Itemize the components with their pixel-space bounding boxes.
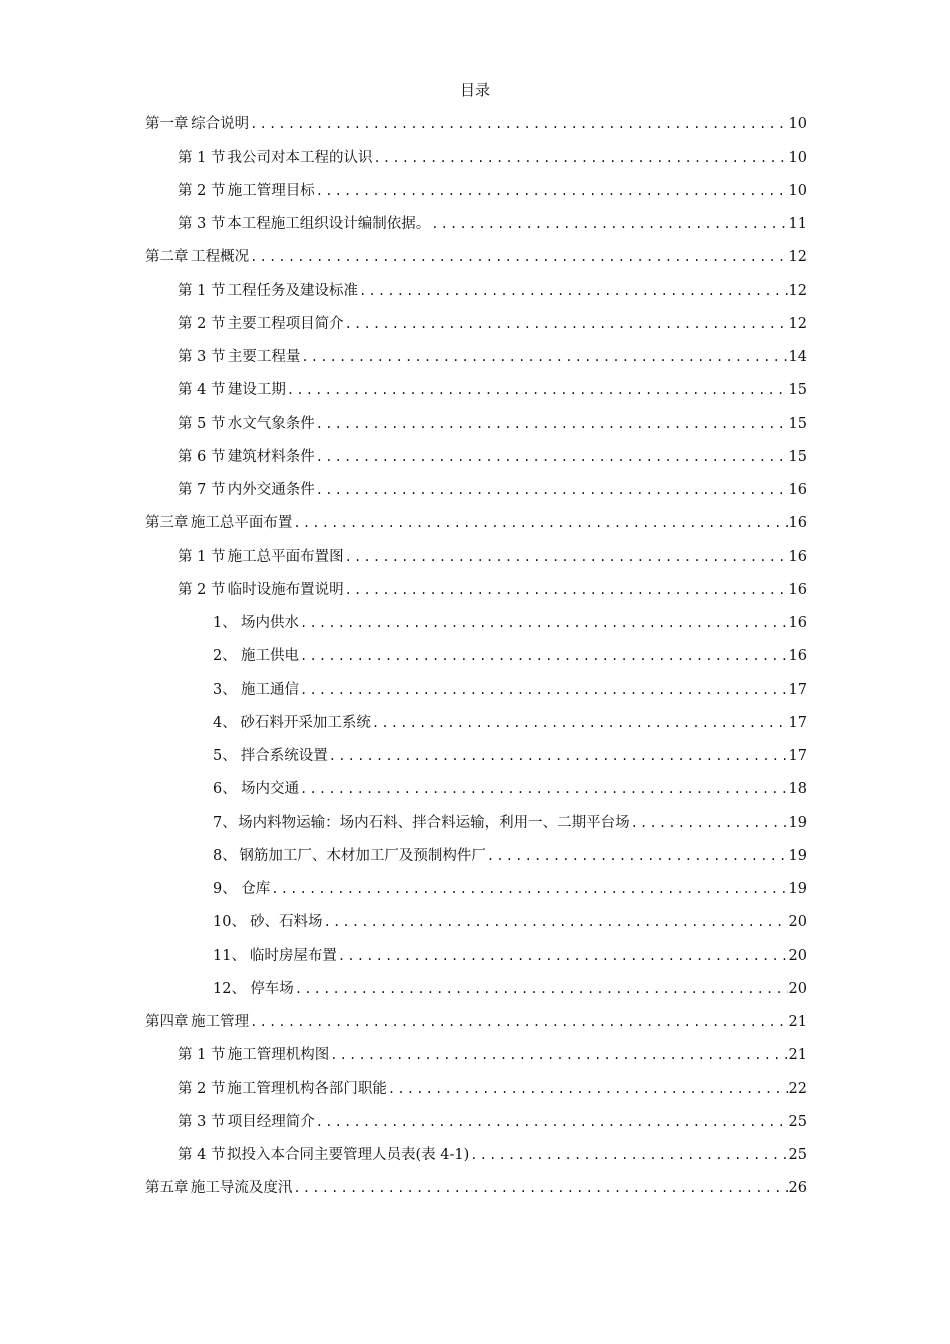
dot-leader [338,947,788,965]
toc-entry-number: 6、 [213,781,237,798]
toc-entry-label: 我公司对本工程的认识 [227,149,373,166]
toc-entry-page-number: 16 [788,581,807,598]
toc-entry-number: 4、 [213,714,237,731]
dot-leader [293,514,787,532]
toc-section-entry[interactable] [145,200,807,233]
toc-entry-label: 本工程施工组织设计编制依据。 [227,216,431,232]
toc-entry-label: 拌合系统设置 [240,748,328,764]
toc-section-entry[interactable] [145,466,807,499]
toc-entry-page-number: 15 [788,382,807,399]
toc-entry-label: 拟投入本合同主要管理人员表(表 4-1) [227,1147,470,1163]
toc-entry-page-number: 10 [788,182,807,199]
toc-entry-label: 场内料物运输：场内石料、拌合料运输，利用一、二期平台场 [238,814,630,831]
toc-entry-label: 内外交通条件 [227,482,315,498]
toc-entry-page-number: 20 [788,914,807,931]
toc-subsection-entry[interactable] [145,865,807,898]
dot-leader [301,348,787,366]
toc-entry-page-number: 10 [788,116,807,133]
dot-leader [388,1080,788,1098]
toc-entry-page-number: 22 [788,1080,807,1097]
toc-subsection-entry[interactable] [145,599,807,632]
toc-entry-number: 第 3 节 [178,349,226,365]
toc-subsection-entry[interactable] [145,632,807,665]
dot-leader [295,980,788,998]
toc-entry-page-number: 15 [788,415,807,432]
toc-entry-number: 3、 [213,681,237,698]
toc-entry-number: 12、 [213,980,246,997]
toc-section-entry[interactable] [145,333,807,366]
toc-entry-number: 第 7 节 [178,482,226,498]
toc-subsection-entry[interactable] [145,765,807,798]
toc-subsection-entry[interactable] [145,931,807,964]
toc-entry-number: 第二章 [145,249,189,266]
dot-leader [324,913,788,931]
toc-entry-label: 施工管理目标 [227,182,315,199]
toc-chapter-entry[interactable] [145,998,807,1031]
dot-leader [345,548,788,566]
toc-section-entry[interactable] [145,1131,807,1164]
dot-leader [431,215,787,233]
dot-leader [300,780,788,798]
toc-entry-label: 主要工程项目简介 [227,315,344,332]
toc-section-entry[interactable] [145,167,807,200]
toc-entry-number: 8、 [213,847,237,864]
toc-entry-number: 第四章 [145,1014,189,1030]
toc-entry-label: 场内供水 [241,615,300,631]
toc-entry-page-number: 19 [788,881,807,897]
dot-leader [287,381,788,399]
dot-leader [300,647,788,665]
toc-section-entry[interactable] [145,532,807,565]
toc-subsection-entry[interactable] [145,699,807,732]
dot-leader [300,681,788,699]
dot-leader [250,248,787,266]
dot-leader [316,415,788,433]
toc-entry-page-number: 16 [788,615,807,631]
toc-entry-page-number: 12 [788,282,807,299]
dot-leader [329,747,788,765]
dot-leader [487,847,788,865]
toc-subsection-entry[interactable] [145,665,807,698]
toc-entry-page-number: 16 [788,548,807,565]
toc-entry-label: 场内交通 [241,781,300,798]
dot-leader [316,182,788,200]
toc-section-entry[interactable] [145,399,807,432]
toc-entry-page-number: 20 [788,980,807,997]
toc-entry-label: 施工总平面布置图 [227,548,344,565]
dot-leader [359,282,787,300]
toc-entry-label: 建筑材料条件 [227,448,315,465]
toc-entry-number: 第 1 节 [178,1047,226,1064]
toc-entry-label: 砂石料开采加工系统 [240,714,371,731]
dot-leader [300,614,788,632]
toc-entry-page-number: 15 [788,448,807,465]
toc-entry-page-number: 14 [788,349,807,365]
toc-entry-page-number: 12 [788,249,807,266]
toc-entry-number: 第 5 节 [178,415,226,432]
dot-leader [271,880,787,898]
toc-entry-number: 第 2 节 [178,1080,226,1097]
toc-entry-label: 施工供电 [241,648,300,665]
toc-subsection-entry[interactable] [145,898,807,931]
toc-entry-label: 仓库 [241,881,271,897]
toc-subsection-entry[interactable] [145,732,807,765]
toc-entry-label: 施工通信 [241,681,300,698]
toc-entry-page-number: 21 [788,1047,807,1064]
dot-leader [316,481,788,499]
dot-leader [330,1046,787,1064]
toc-entry-page-number: 21 [788,1014,807,1030]
toc-section-entry[interactable] [145,366,807,399]
toc-entry-page-number: 17 [788,681,807,698]
toc-section-entry[interactable] [145,566,807,599]
toc-chapter-entry[interactable] [145,499,807,532]
dot-leader [345,581,788,599]
toc-entry-label: 临时房屋布置 [249,947,337,964]
toc-chapter-entry[interactable] [145,1164,807,1197]
toc-entry-number: 第 1 节 [178,149,226,166]
dot-leader [316,1113,788,1131]
toc-entry-number: 第 4 节 [178,382,226,399]
toc-chapter-entry[interactable] [145,233,807,266]
dot-leader [316,448,788,466]
toc-entry-label: 施工管理机构图 [227,1047,330,1064]
toc-entry-number: 第五章 [145,1180,189,1197]
toc-entry-page-number: 11 [788,216,807,232]
toc-entry-page-number: 19 [788,847,807,864]
toc-entry-page-number: 18 [788,781,807,798]
toc-entry-number: 11、 [213,947,246,964]
toc-entry-label: 主要工程量 [227,349,301,365]
dot-leader [293,1179,787,1197]
toc-entry-number: 第 2 节 [178,315,226,332]
toc-entry-number: 第 1 节 [178,282,226,299]
toc-entry-label: 停车场 [250,980,294,997]
toc-entry-label: 工程任务及建设标准 [227,282,359,299]
toc-entry-label: 施工管理机构各部门职能 [227,1080,387,1097]
toc-section-entry[interactable] [145,300,807,333]
toc-entry-page-number: 17 [788,748,807,764]
toc-entry-label: 工程概况 [191,249,250,266]
toc-entry-number: 9、 [213,881,237,897]
toc-entry-number: 第一章 [145,116,189,133]
toc-chapter-entry[interactable] [145,100,807,133]
toc-entry-number: 第 2 节 [178,182,226,199]
dot-leader [631,814,788,832]
toc-entry-label: 综合说明 [191,116,250,133]
toc-entry-number: 2、 [213,648,237,665]
toc-entry-page-number: 17 [788,714,807,731]
toc-entry-page-number: 10 [788,149,807,166]
toc-section-entry[interactable] [145,133,807,166]
dot-leader [373,149,787,167]
toc-subsection-entry[interactable] [145,798,807,831]
toc-subsection-entry[interactable] [145,832,807,865]
toc-entry-number: 第 1 节 [178,548,226,565]
toc-entry-number: 第 6 节 [178,448,226,465]
toc-entry-number: 第 3 节 [178,1113,226,1130]
toc-entry-label: 施工导流及度汛 [190,1180,293,1197]
table-of-contents [145,100,807,1197]
toc-entry-number: 5、 [213,748,237,764]
toc-entry-label: 砂、石料场 [250,914,323,931]
toc-section-entry[interactable] [145,1031,807,1064]
dot-leader [250,1013,787,1031]
dot-leader [470,1146,787,1164]
toc-entry-page-number: 16 [788,515,807,532]
toc-entry-page-number: 12 [788,315,807,332]
toc-section-entry[interactable] [145,1064,807,1097]
toc-entry-label: 施工总平面布置 [190,515,293,532]
toc-entry-number: 第 3 节 [178,216,226,232]
toc-entry-number: 1、 [213,615,237,631]
toc-entry-label: 施工管理 [191,1014,250,1030]
toc-entry-number: 第 2 节 [178,581,226,598]
toc-entry-label: 建设工期 [227,382,286,399]
toc-entry-page-number: 26 [788,1180,807,1197]
dot-leader [250,115,787,133]
toc-entry-number: 第三章 [145,515,189,532]
toc-entry-label: 钢筋加工厂、木材加工厂及预制构件厂 [239,847,486,864]
toc-title: 目录 [459,81,490,99]
toc-subsection-entry[interactable] [145,965,807,998]
toc-entry-label: 临时设施布置说明 [227,581,344,598]
toc-section-entry[interactable] [145,1098,807,1131]
toc-entry-number: 7、 [213,814,237,831]
toc-entry-page-number: 20 [788,947,807,964]
dot-leader [372,714,788,732]
toc-entry-page-number: 25 [788,1147,807,1163]
toc-entry-page-number: 16 [788,648,807,665]
toc-entry-label: 水文气象条件 [227,415,315,432]
toc-entry-page-number: 16 [788,482,807,498]
dot-leader [345,315,788,333]
toc-entry-number: 10、 [213,914,246,931]
toc-entry-page-number: 25 [788,1113,807,1130]
toc-section-entry[interactable] [145,266,807,299]
toc-entry-page-number: 19 [788,814,807,831]
toc-entry-number: 第 4 节 [178,1147,226,1163]
toc-section-entry[interactable] [145,433,807,466]
toc-entry-label: 项目经理简介 [227,1113,315,1130]
